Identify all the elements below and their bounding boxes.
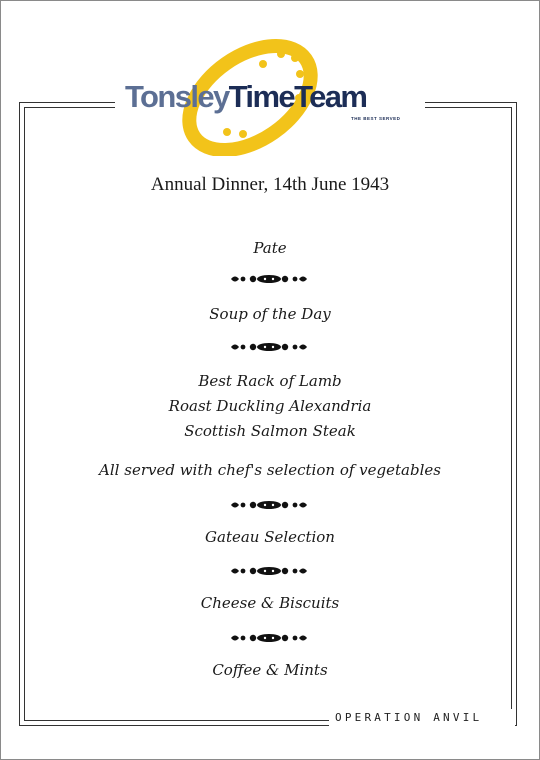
menu-item-main-1: Best Rack of Lamb [198, 372, 342, 390]
menu-item-main-3: Scottish Salmon Steak [184, 422, 356, 440]
vegetables-note: All served with chef's selection of vegetables [99, 461, 441, 479]
logo-wordmark [125, 78, 366, 116]
logo-word-time: Time [228, 79, 295, 114]
menu-item-soup: Soup of the Day [209, 305, 331, 323]
menu-item-starter: Pate [253, 239, 287, 257]
logo-word-team: Team [294, 79, 367, 114]
logo-tagline: THE BEST SERVED [351, 116, 401, 121]
logo-word-tonsley: Tonsley [125, 79, 229, 114]
ornament-divider-icon [229, 565, 309, 577]
menu-item-dessert: Gateau Selection [205, 528, 335, 546]
ornament-divider-icon [229, 273, 309, 285]
menu-item-cheese: Cheese & Biscuits [200, 594, 340, 612]
ornament-divider-icon [229, 632, 309, 644]
footer-label: OPERATION ANVIL [329, 709, 515, 727]
page-title: Annual Dinner, 14th June 1943 [150, 174, 390, 195]
menu-item-main-2: Roast Duckling Alexandria [168, 397, 372, 415]
tonsley-time-team-logo [115, 36, 425, 156]
menu-item-coffee: Coffee & Mints [212, 661, 328, 679]
ornament-divider-icon [229, 341, 309, 353]
ornament-divider-icon [229, 499, 309, 511]
